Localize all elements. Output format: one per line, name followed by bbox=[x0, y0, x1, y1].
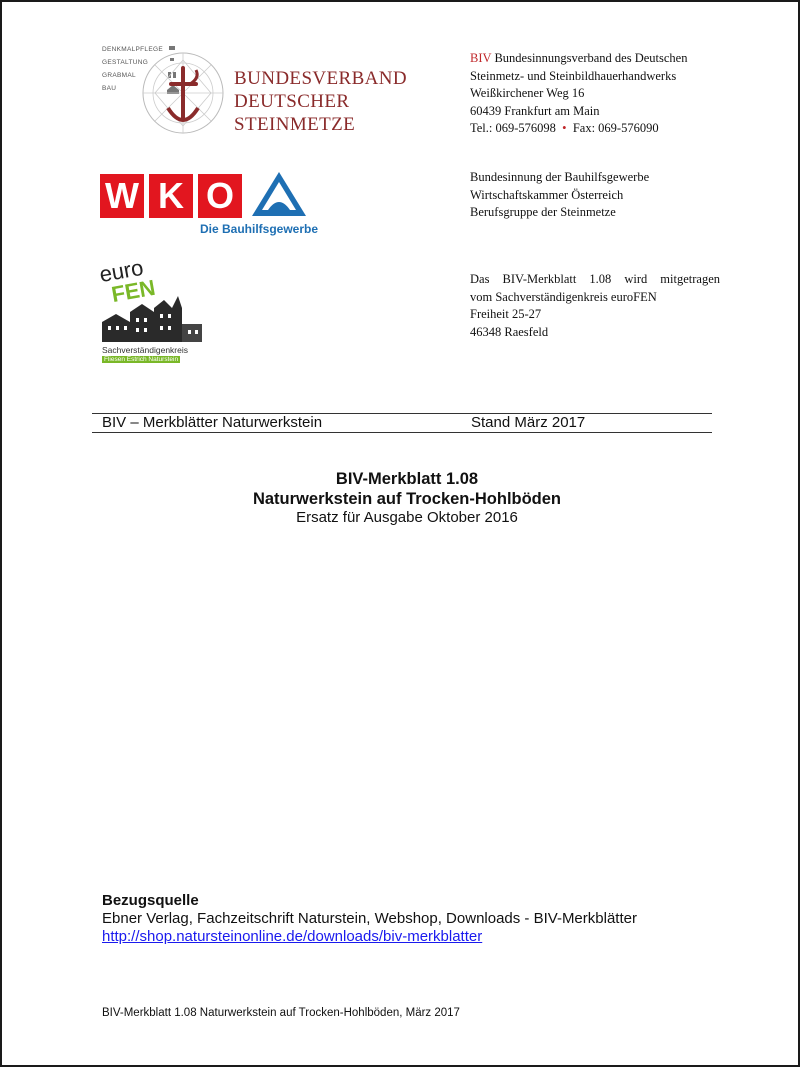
biv-address bbox=[470, 50, 790, 138]
eurofen-address-line: Freiheit 25-27 bbox=[470, 307, 542, 321]
biv-side-label: GESTALTUNG bbox=[102, 59, 149, 66]
source-heading: Bezugsquelle bbox=[102, 892, 199, 909]
biv-emblem-icon bbox=[138, 48, 228, 138]
eurofen-address-line: vom Sachverständigenkreis euroFEN bbox=[470, 289, 657, 304]
biv-address-line: Steinmetz- und Steinbildhauerhandwerks bbox=[470, 68, 677, 83]
wko-address-line: Bundesinnung der Bauhilfsgewerbe bbox=[470, 170, 650, 184]
biv-address-line: Weißkirchener Weg 16 bbox=[470, 86, 585, 100]
eurofen-green-tag: Fliesen Estrich Naturstein bbox=[104, 356, 179, 363]
source-text: Ebner Verlag, Fachzeitschrift Naturstein, Webshop, Downloads - BIV-Merkblätter bbox=[102, 910, 637, 927]
band-left: BIV – Merkblätter Naturwerkstein bbox=[102, 414, 323, 431]
bottom-rule bbox=[92, 432, 712, 433]
wko-letter: K bbox=[149, 174, 193, 218]
page-footer: BIV-Merkblatt 1.08 Naturwerkstein auf Trocken-Hohlböden, März 2017 bbox=[102, 1007, 460, 1019]
doc-subtitle: Naturwerkstein auf Trocken-Hohlböden bbox=[252, 490, 562, 508]
biv-abbr: BIV bbox=[470, 51, 492, 65]
wko-address bbox=[470, 169, 790, 222]
biv-name-line: BUNDESVERBAND bbox=[234, 68, 408, 89]
title-block bbox=[102, 469, 712, 527]
biv-side-label: GRABMAL bbox=[102, 72, 136, 79]
eurofen-label: Sachverständigenkreis bbox=[102, 345, 188, 355]
wko-letter: O bbox=[198, 174, 242, 218]
wko-logo bbox=[100, 170, 320, 238]
wko-address-line: Wirtschaftskammer Österreich bbox=[470, 187, 624, 202]
eurofen-address bbox=[470, 271, 720, 341]
biv-side-label: DENKMALPFLEGE bbox=[102, 46, 163, 53]
source-link[interactable]: http://shop.natursteinonline.de/downloads/biv-merkblatter bbox=[102, 928, 483, 945]
doc-edition: Ersatz für Ausgabe Oktober 2016 bbox=[296, 509, 518, 526]
biv-name-line: STEINMETZE bbox=[234, 114, 356, 135]
eurofen-logo bbox=[97, 254, 210, 364]
castle-icon bbox=[102, 294, 202, 344]
biv-logo bbox=[98, 42, 418, 142]
biv-phone-line: Tel.: 069-576098 • Fax: 069-576090 bbox=[470, 121, 659, 135]
biv-address-line: 60439 Frankfurt am Main bbox=[470, 103, 600, 118]
doc-title: BIV-Merkblatt 1.08 bbox=[335, 470, 479, 488]
band-right: Stand März 2017 bbox=[471, 414, 586, 431]
biv-address-line: BIV Bundesinnungsverband des Deutschen bbox=[470, 51, 688, 65]
eurofen-address-line: 46348 Raesfeld bbox=[470, 324, 549, 339]
biv-name-line: DEUTSCHER bbox=[234, 91, 350, 112]
eurofen-address-line: Das BIV-Merkblatt 1.08 wird mitgetragen bbox=[470, 272, 720, 286]
biv-side-label: BAU bbox=[102, 85, 117, 92]
wko-tagline: Die Bauhilfsgewerbe bbox=[200, 222, 319, 236]
wko-letter: W bbox=[100, 174, 144, 218]
eurofen-fen: FEN bbox=[109, 274, 158, 308]
source-section bbox=[102, 892, 742, 946]
wko-arch-icon bbox=[250, 170, 308, 218]
eurofen-euro: euro bbox=[97, 254, 146, 288]
wko-address-line: Berufsgruppe der Steinmetze bbox=[470, 205, 616, 219]
